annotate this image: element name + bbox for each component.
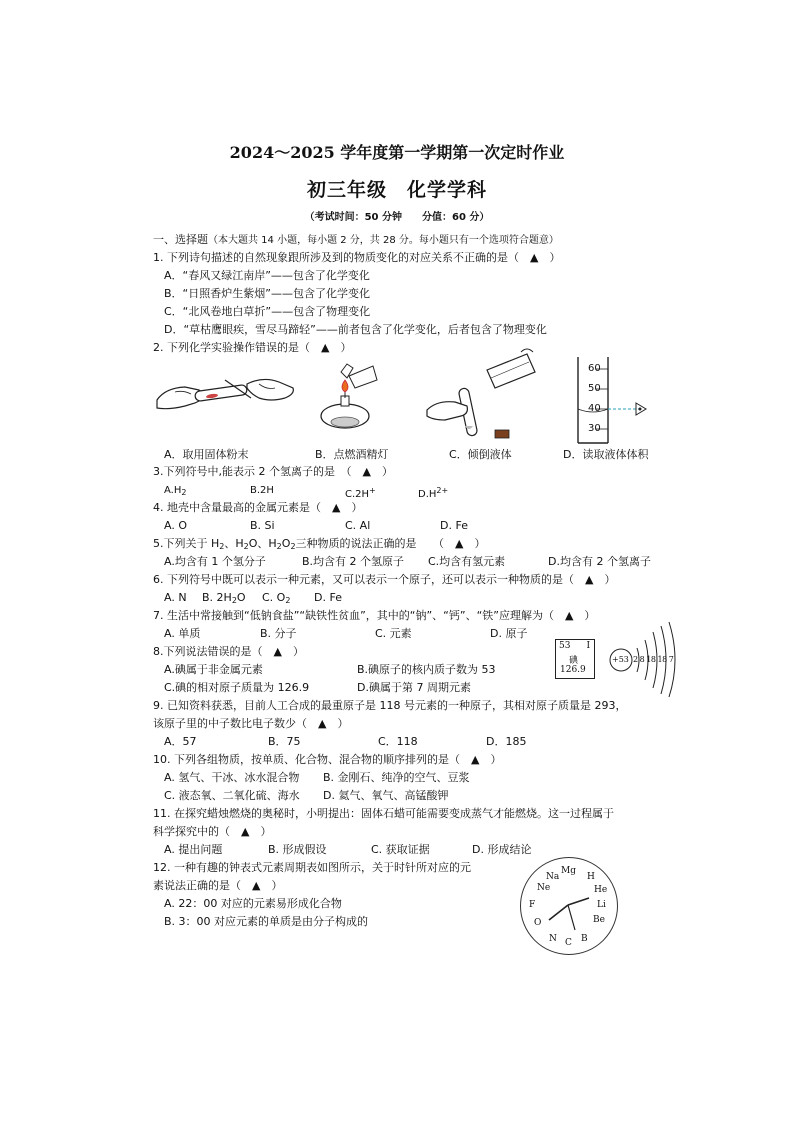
q2-option-c: C．倾倒液体 (449, 448, 512, 461)
fig-pour-liquid (425, 348, 540, 443)
clock-element-c: C (565, 938, 572, 948)
clock-element-na: Na (546, 872, 560, 882)
q5-stem-part: O、H (248, 537, 277, 550)
q6-c-sub: 2 (285, 596, 291, 605)
q1-option-a: A．“春风又绿江南岸”——包含了化学变化 (164, 269, 370, 282)
q5-sub: 2 (276, 542, 282, 551)
clock-element-n: N (549, 934, 557, 944)
q3-c-text: C.2H (345, 489, 370, 500)
clock-element-he: He (594, 885, 608, 895)
q4-option-c: C. Al (345, 519, 371, 532)
clock-periodic-table (520, 857, 618, 955)
q3-d-text: D.H (418, 489, 437, 500)
q4-stem: 4. 地壳中含量最高的金属元素是（ ▲ ） (153, 501, 363, 514)
q3-option-b: B.2H (250, 485, 274, 496)
section-note: （本大题共 14 小题，每小题 2 分，共 28 分。每小题只有一个选项符合题意） (208, 235, 559, 246)
q5-sub: 2 (290, 542, 296, 551)
clock-element-ne: Ne (537, 883, 551, 893)
clock-element-b: B (581, 934, 588, 944)
clock-element-li: Li (597, 900, 606, 910)
q10-option-b: B. 金刚石、纯净的空气、豆浆 (323, 771, 470, 784)
element-symbol: I (586, 641, 590, 651)
q6-b-text: O (236, 591, 246, 604)
q7-option-b: B. 分子 (260, 627, 297, 640)
q12-stem-line2: 素说法正确的是（ ▲ ） (153, 879, 283, 892)
element-mass: 126.9 (560, 665, 586, 675)
q6-option-d: D. Fe (314, 591, 342, 604)
q3-c-sup: + (369, 486, 376, 495)
fig-solid-powder (155, 370, 295, 425)
q10-option-d: D. 氦气、氧气、高锰酸钾 (323, 789, 449, 802)
q10-option-c: C. 液态氧、二氧化硫、海水 (164, 789, 300, 802)
q2-option-a: A．取用固体粉末 (164, 448, 249, 461)
q2-stem: 2. 下列化学实验操作错误的是（ ▲ ） (153, 341, 352, 354)
q7-option-d: D. 原子 (490, 627, 528, 640)
q6-stem: 6. 下列符号中既可以表示一种元素，又可以表示一个原子，还可以表示一种物质的是（ ▲ ） (153, 573, 616, 586)
element-card-iodine (555, 639, 595, 679)
section-heading (153, 233, 559, 248)
q5-stem-part: O (281, 537, 291, 550)
paper-subtitle: 初三年级 化学学科 (306, 179, 487, 201)
q6-option-a: A. N (164, 591, 187, 604)
q3-option-a (164, 484, 186, 500)
atom-shells: 2 8 18 18 7 (633, 655, 674, 664)
fig-alcohol-lamp (315, 358, 380, 438)
element-number: 53 (559, 641, 571, 651)
q1-stem: 1. 下列诗句描述的自然现象跟所涉及到的物质变化的对应关系不正确的是（ ▲ ） (153, 251, 561, 264)
q12-option-a: A. 22：00 对应的元素易形成化合物 (164, 897, 342, 910)
q12-option-b: B. 3：00 对应元素的单质是由分子构成的 (164, 915, 369, 928)
exam-info: （考试时间：50 分钟 分值：60 分） (304, 212, 490, 223)
q2-option-d: D．读取液体体积 (563, 448, 649, 461)
clock-element-o: O (534, 918, 542, 928)
q5-stem-part: 5.下列关于 H (153, 537, 220, 550)
q11-option-a: A. 提出问题 (164, 843, 223, 856)
q12-stem-line1: 12. 一种有趣的钟表式元素周期表如图所示，关于时针所对应的元 (153, 861, 471, 874)
q3-option-d (418, 484, 448, 502)
q5-option-a: A.均含有 1 个氢分子 (164, 555, 266, 568)
q11-option-c: C. 获取证据 (371, 843, 430, 856)
q1-option-c: C．“北风卷地白草折”——包含了物理变化 (164, 305, 371, 318)
q9-option-a: A．57 (164, 735, 197, 748)
q7-option-a: A. 单质 (164, 627, 201, 640)
paper-title: 2024～2025 学年度第一学期第一次定时作业 (229, 143, 565, 162)
q6-c-text: C. O (262, 591, 286, 604)
q9-option-d: D．185 (486, 735, 527, 748)
q3-option-c (345, 484, 376, 502)
element-name: 碘 (569, 656, 579, 666)
q3-a-sub: 2 (181, 488, 187, 497)
q6-option-c (262, 591, 290, 608)
q9-option-c: C．118 (378, 735, 418, 748)
q6-b-text: B. 2H (202, 591, 232, 604)
q11-option-d: D. 形成结论 (472, 843, 532, 856)
q11-stem-line1: 11. 在探究蜡烛燃烧的奥秘时，小明提出：固体石蜡可能需要变成蒸气才能燃烧。这一过程属于 (153, 807, 614, 820)
q9-stem-line1: 9. 已知资料获悉，目前人工合成的最重原子是 118 号元素的一种原子，其相对原子质量是 293， (153, 699, 627, 712)
q1-option-b: B．“日照香炉生紫烟”——包含了化学变化 (164, 287, 370, 300)
clock-hands (521, 858, 616, 953)
q4-option-d: D. Fe (440, 519, 468, 532)
q11-stem-line2: 科学探究中的（ ▲ ） (153, 825, 272, 838)
q7-option-c: C. 元素 (375, 627, 412, 640)
section-title: 一、选择题 (153, 233, 208, 246)
clock-element-mg: Mg (561, 866, 576, 876)
q3-d-sup: 2+ (436, 486, 449, 495)
q3-a-text: A.H (164, 485, 182, 496)
q8-option-d: D.碘属于第 7 周期元素 (357, 681, 471, 694)
tick-label: 40 (588, 403, 601, 414)
q8-stem: 8.下列说法错误的是（ ▲ ） (153, 645, 304, 658)
clock-element-f: F (529, 900, 536, 910)
q8-option-b: B.碘原子的核内质子数为 53 (357, 663, 496, 676)
q4-option-a: A. O (164, 519, 187, 532)
q4-option-b: B. Si (250, 519, 275, 532)
q9-stem-line2: 该原子里的中子数比电子数少（ ▲ ） (153, 717, 349, 730)
q9-option-b: B．75 (268, 735, 301, 748)
tick-label: 60 (588, 363, 601, 374)
clock-element-be: Be (593, 915, 605, 925)
q5-option-b: B.均含有 2 个氢原子 (302, 555, 405, 568)
q6-option-b (202, 591, 246, 608)
q1-option-d: D．“草枯鹰眼疾，雪尽马蹄轻”——前者包含了化学变化，后者包含了物理变化 (164, 323, 547, 336)
q10-stem: 10. 下列各组物质，按单质、化合物、混合物的顺序排列的是（ ▲ ） (153, 753, 502, 766)
fig-graduated-cylinder (570, 355, 655, 445)
q5-stem-part: 三种物质的说法正确的是 （ ▲ ） (295, 537, 486, 550)
q8-option-c: C.碘的相对原子质量为 126.9 (164, 681, 310, 694)
q5-stem-part: 、H (224, 537, 244, 550)
q5-option-c: C.均含有氢元素 (428, 555, 506, 568)
q7-stem: 7. 生活中常接触到“低钠食盐”“缺铁性贫血”，其中的“钠”、“钙”、“铁”应理解为（ ▲ ） (153, 609, 596, 622)
atom-nucleus: +53 (612, 655, 629, 664)
tick-label: 30 (588, 423, 601, 434)
q5-sub: 2 (219, 542, 225, 551)
q3-stem: 3.下列符号中,能表示 2 个氢离子的是 （ ▲ ） (153, 465, 393, 478)
clock-element-h: H (587, 872, 595, 882)
tick-label: 50 (588, 383, 601, 394)
q2-option-b: B．点燃酒精灯 (315, 448, 389, 461)
q5-option-d: D.均含有 2 个氢离子 (548, 555, 651, 568)
q5-sub: 2 (243, 542, 249, 551)
q6-b-sub: 2 (231, 596, 237, 605)
q8-option-a: A.碘属于非金属元素 (164, 663, 263, 676)
q10-option-a: A. 氢气、干冰、冰水混合物 (164, 771, 300, 784)
q5-stem (153, 537, 486, 554)
q11-option-b: B. 形成假设 (268, 843, 327, 856)
